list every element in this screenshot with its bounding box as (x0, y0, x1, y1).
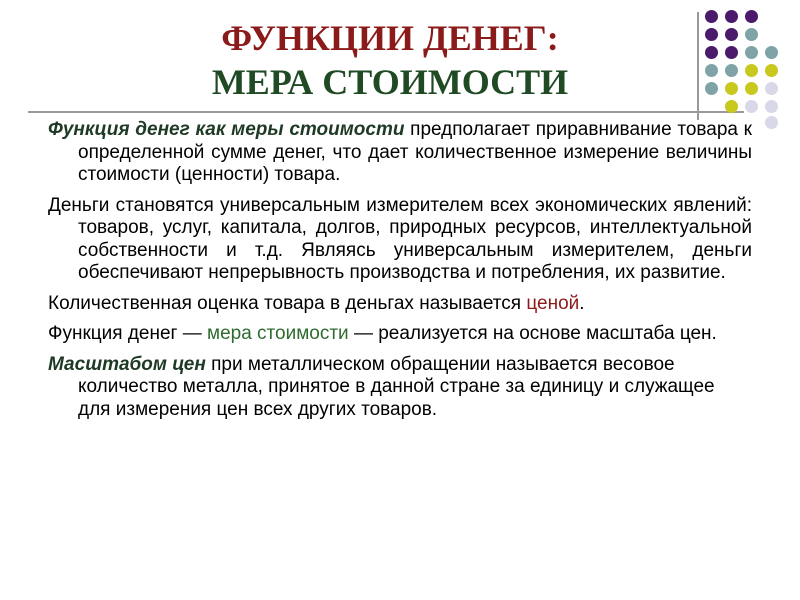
decor-dot (745, 64, 758, 77)
decor-dot (765, 116, 778, 129)
term-price-scale: Масштабом цен (48, 353, 206, 375)
paragraph-text: . (579, 292, 585, 314)
decor-dot (765, 100, 778, 113)
decorative-dot-grid (701, 10, 781, 125)
paragraph-measure-of-value (48, 119, 752, 187)
slide-title (150, 16, 630, 104)
term-measure-of-value: Функция денег как меры стоимости (48, 119, 405, 140)
decor-dot (705, 28, 718, 41)
decor-dot (725, 82, 738, 95)
decor-dot (725, 46, 738, 59)
decor-dot (765, 82, 778, 95)
paragraph-text: Количественная оценка товара в деньгах называется (48, 292, 527, 314)
slide-title-line-2: МЕРА СТОИМОСТИ (211, 62, 569, 102)
highlight-price: ценой (526, 292, 580, 314)
paragraph-text: при металлическом обращении называется весовое количество металла, принятое в данной стране за единицу и служащее для измерения цен всех других товаров. (78, 353, 715, 420)
slide-title-line-1: ФУНКЦИИ ДЕНЕГ: (221, 18, 559, 58)
paragraph-universal-meter (48, 195, 752, 285)
paragraph-price-scale (48, 354, 752, 422)
paragraph-function-scale (48, 323, 752, 346)
decor-dot (705, 46, 718, 59)
paragraph-text: предполагает приравнивание товара к определенной сумме денег, что дает количественное измерение величины стоимости (ценности) товара. (78, 119, 752, 185)
paragraph-price-definition (48, 293, 752, 316)
decorative-vertical-line (697, 12, 699, 120)
decor-dot (725, 100, 738, 113)
decor-dot (745, 82, 758, 95)
decor-dot (725, 64, 738, 77)
paragraph-text: Функция денег — (48, 323, 208, 344)
paragraph-text: Деньги становятся универсальным измерителем всех экономических явлений: товаров, услуг, капитала, долгов, природных ресурсов, интеллектуальной собственности и т.д. Являясь универсальным измерителем, деньги обеспечивают непрерывность производства и потребления, их развитие. (48, 194, 752, 283)
decor-dot (705, 10, 718, 23)
decor-dot (765, 46, 778, 59)
paragraph-text: — реализуется на основе масштаба цен. (348, 323, 717, 344)
decor-dot (705, 82, 718, 95)
decor-dot (765, 64, 778, 77)
decor-dot (725, 10, 738, 23)
decor-dot (745, 100, 758, 113)
decor-dot (725, 28, 738, 41)
decor-dot (705, 64, 718, 77)
decor-dot (745, 28, 758, 41)
decorative-horizontal-line (28, 111, 744, 113)
decor-dot (745, 10, 758, 23)
decor-dot (745, 46, 758, 59)
highlight-measure-of-value: мера стоимости (207, 323, 349, 344)
slide-body (48, 119, 752, 429)
